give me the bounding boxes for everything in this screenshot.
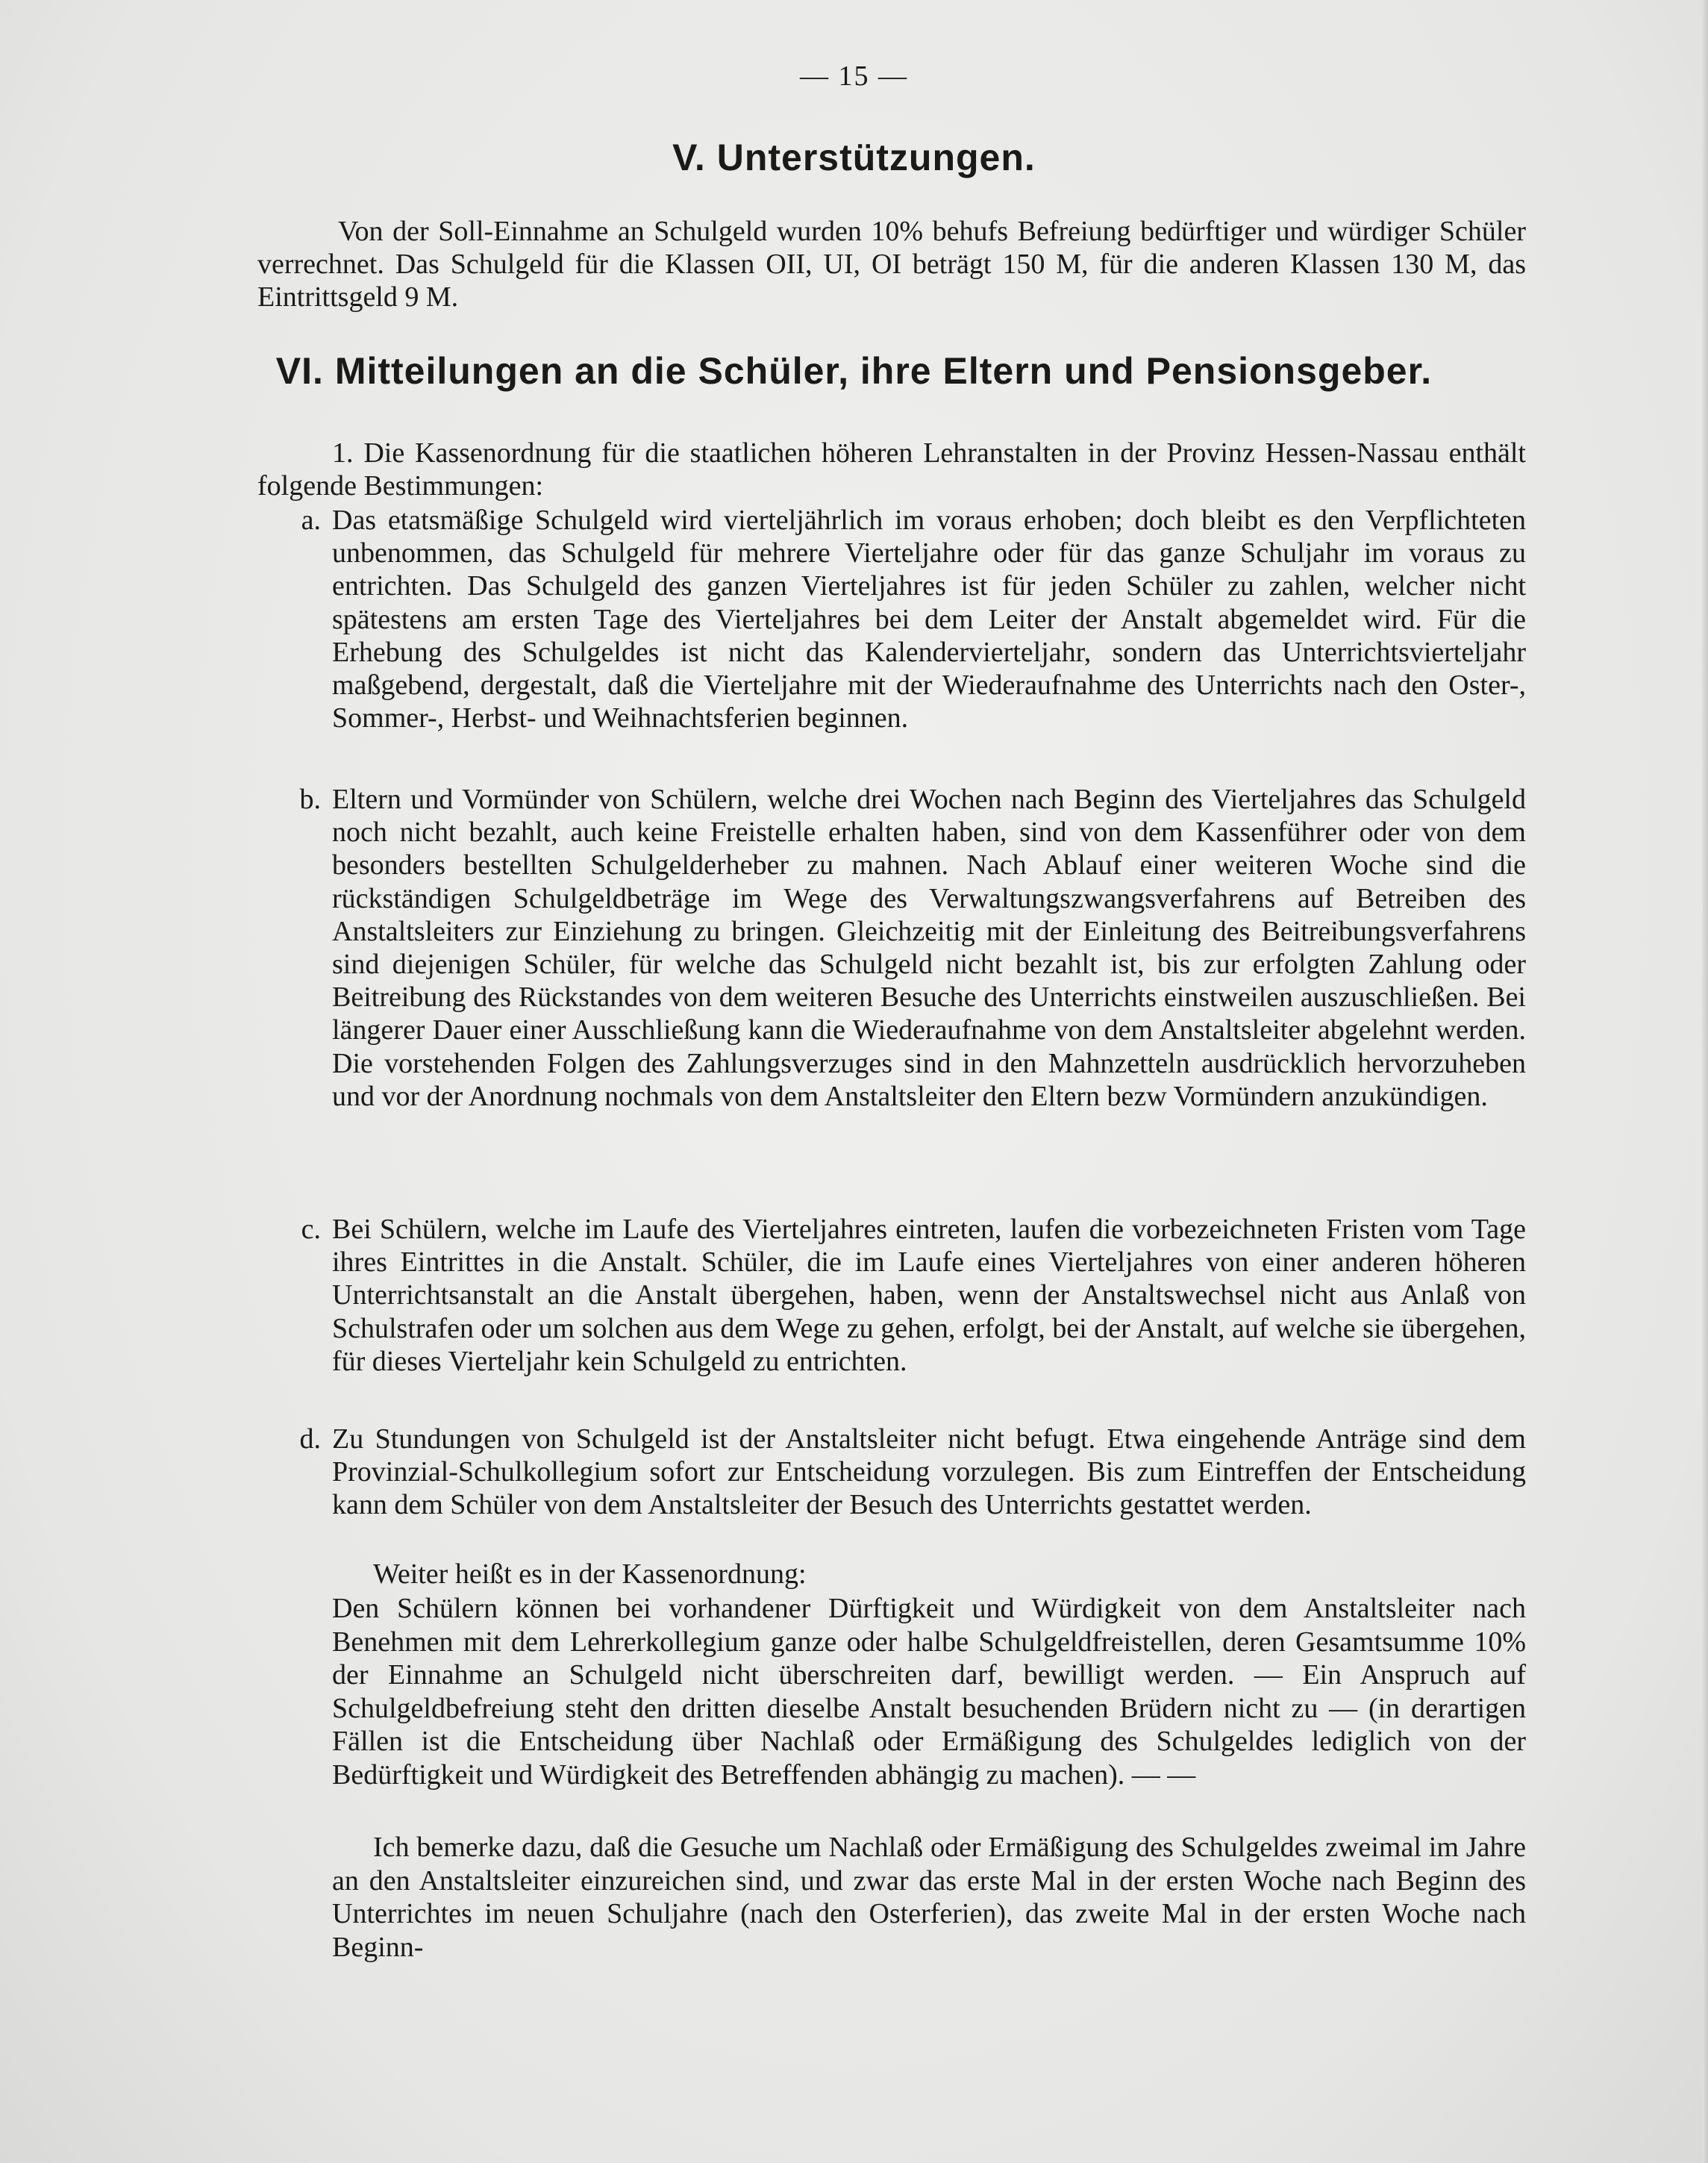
section-paragraph-unterstuetzungen: Von der Soll-Einnahme an Schulgeld wurden 10% behufs Befreiung bedürftiger und würdiger Schüler verrechnet. Das Schulgeld für die Klassen OII, UI, OI beträgt 150 M, für die anderen Klassen 130 M, das Eintrittsgeld 9 M. [257, 216, 1526, 313]
paragraph-bemerkung: Ich bemerke dazu, daß die Gesuche um Nachlaß oder Ermäßigung des Schulgeldes zweimal im Jahre an den Anstaltsleiter einzureichen sind, und zwar das erste Mal in der ersten Woche nach Beginn des Unterrichtes im neuen Schuljahre (nach den Osterferien), das zweite Mal in der ersten Woche nach Beginn- [332, 1832, 1526, 1963]
list-item-text: Das etatsmäßige Schulgeld wird vierteljährlich im voraus erhoben; doch bleibt es den Verpflichteten unbenommen, das Schulgeld für mehrere Vierteljahre oder für das ganze Schuljahr im voraus zu entrichten. Das Schulgeld des ganzen Vierteljahres ist für jeden Schüler zu zahlen, welcher nicht spätestens am ersten Tage des Vierteljahres bei dem Leiter der Anstalt abgemeldet wird. Für die Erhebung des Schulgeldes ist nicht das Kalendervierteljahr, sondern das Unterrichtsvierteljahr maßgebend, dergestalt, daß die Vierteljahre mit der Wiederaufnahme des Unterrichts nach den Oster-, Sommer-, Herbst- und Weihnachtsferien beginnen. [332, 505, 1526, 734]
section-heading-mitteilungen: VI. Mitteilungen an die Schüler, ihre Eltern und Pensionsgeber. [275, 350, 1433, 392]
page-number: — 15 — [800, 60, 908, 92]
list-item [301, 504, 1526, 734]
paragraph-weiter: Weiter heißt es in der Kassenordnung: [373, 1558, 807, 1590]
list-item [301, 1213, 1526, 1378]
list-item-text: Eltern und Vormünder von Schülern, welche drei Wochen nach Beginn des Vierteljahres das Schulgeld noch nicht bezahlt, auch keine Freistelle erhalten haben, sind von dem Kassenführer oder von dem besonders bestellten Schulgelderheber zu mahnen. Nach Ablauf einer weiteren Woche sind die rückständigen Schulgeldbeträge im Wege des Verwaltungszwangsverfahrens auf Betreiben des Anstaltsleiters zur Einziehung zu bringen. Gleichzeitig mit der Einleitung des Beitreibungsverfahrens sind diejenigen Schüler, für welche das Schulgeld nicht bezahlt ist, bis zur erfolgten Zahlung oder Beitreibung des Rückstandes von dem weiteren Besuche des Unterrichts einstweilen auszuschließen. Bei längerer Dauer einer Ausschließung kann die Wiederaufnahme von dem Anstaltsleiter abgelehnt werden. Die vorstehenden Folgen des Zahlungsverzuges sind in den Mahnzetteln ausdrücklich hervorzuheben und vor der Anordnung nochmals von dem Anstaltsleiter den Eltern bezw Vormündern anzukündigen. [332, 784, 1526, 1112]
list-item-text: Zu Stundungen von Schulgeld ist der Anstaltsleiter nicht befugt. Etwa eingehende Anträge sind dem Provinzial-Schulkollegium sofort zur Entscheidung vorzulegen. Bis zum Eintreffen der Entscheidung kann dem Schüler von dem Anstaltsleiter der Besuch des Unterrichts gestattet werden. [332, 1423, 1526, 1521]
list-item-label: a. [301, 505, 321, 536]
list-item-label: c. [301, 1214, 321, 1245]
paragraph-kassenordnung-quote: Den Schülern können bei vorhandener Dürftigkeit und Würdigkeit von dem Anstaltsleiter nach Benehmen mit dem Lehrerkollegium ganze oder halbe Schulgeldfreistellen, deren Gesamtsumme 10% der Einnahme an Schulgeld nicht überschreiten darf, bewilligt werden. — Ein Anspruch auf Schulgeldbefreiung steht den dritten dieselbe Anstalt besuchenden Brüdern nicht zu — (in derartigen Fällen ist die Entscheidung über Nachlaß oder Ermäßigung des Schulgeldes lediglich von der Bedürftigkeit und Würdigkeit des Betreffenden abhängig zu machen). — — [332, 1593, 1526, 1791]
list-item [299, 783, 1526, 1113]
list-item [299, 1423, 1526, 1522]
paragraph-kassenordnung-intro: 1. Die Kassenordnung für die staatlichen höheren Lehranstalten in der Provinz Hessen-Nassau enthält folgende Bestimmungen: [257, 437, 1526, 502]
list-item-label: b. [299, 784, 321, 815]
section-heading-unterstuetzungen: V. Unterstützungen. [672, 137, 1036, 178]
list-item-label: d. [299, 1423, 321, 1455]
scan-edge-shadow [1702, 0, 1708, 2163]
list-item-text: Bei Schülern, welche im Laufe des Vierteljahres eintreten, laufen die vorbezeichneten Fristen vom Tage ihres Eintrittes in die Anstalt. Schüler, die im Laufe eines Vierteljahres von einer anderen höheren Unterrichtsanstalt an die Anstalt übergehen, haben, wenn der Anstaltswechsel nicht aus Anlaß von Schulstrafen oder um solchen aus dem Wege zu gehen, erfolgt, bei der Anstalt, auf welche sie übergehen, für dieses Vierteljahr kein Schulgeld zu entrichten. [332, 1214, 1526, 1377]
